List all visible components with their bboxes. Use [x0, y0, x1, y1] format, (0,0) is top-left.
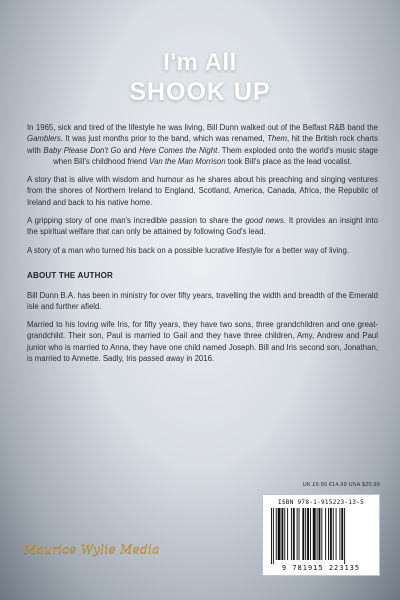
- barcode-bar: [278, 508, 281, 560]
- barcode-bar: [328, 508, 329, 560]
- blurb-paragraph-4: A story of a man who turned his back on a possible lucrative lifestyle for a better way of living.: [27, 245, 349, 255]
- barcode-bar: [341, 508, 343, 560]
- barcode: [269, 508, 373, 564]
- barcode-bar: [299, 508, 300, 560]
- about-paragraph-1: Bill Dunn B.A. has been in ministry for over fifty years, travelling the width and breadth of the Emerald isle and further afield.: [27, 290, 378, 311]
- barcode-bar: [317, 508, 318, 560]
- blurb-text: and: [120, 145, 140, 155]
- barcode-bar: [336, 508, 337, 560]
- artist-name: Van the Man Morrison: [149, 156, 226, 166]
- price-line: UK £9.99 €14.99 USA $20.99: [302, 482, 380, 488]
- blurb-paragraph-3: [27, 215, 378, 238]
- barcode-bar: [339, 508, 340, 560]
- barcode-bar: [330, 508, 332, 560]
- blurb-text: took Bill's place as the lead vocalist.: [225, 156, 352, 166]
- barcode-bar: [302, 508, 304, 560]
- blurb-text: . It provides an insight into the spiritual welfare that can only be attained by following God's lead.: [27, 216, 378, 237]
- band-name-them: Them: [267, 134, 288, 144]
- barcode-bar: [305, 508, 306, 560]
- barcode-bar: [307, 508, 309, 560]
- emphasis-good-news: good news: [245, 216, 284, 226]
- band-name-gamblers: Gamblers: [27, 134, 61, 144]
- blurb-text: , hit the British rock charts with: [27, 134, 378, 155]
- barcode-digits: 9 781915 223135: [281, 564, 361, 572]
- title-line-2: SHOOK UP: [129, 78, 271, 107]
- barcode-bar: [344, 508, 345, 564]
- barcode-bar: [297, 508, 298, 560]
- barcode-bar: [325, 508, 326, 560]
- title-line-1: I'm All: [163, 49, 237, 77]
- barcode-bar: [313, 508, 316, 560]
- blurb: [27, 122, 378, 371]
- barcode-bar: [271, 508, 272, 564]
- barcode-bar: [284, 508, 285, 560]
- blurb-paragraph-2: A story that is alive with wisdom and humour as he shares about his preaching and singing ventures from the shores of Northern Ireland to England, Scotland, America, Canada, Africa, the Republic of Ireland and back to his native home.: [27, 175, 378, 207]
- about-author-heading: ABOUT THE AUTHOR: [27, 270, 114, 280]
- barcode-bar: [281, 508, 283, 560]
- barcode-bar: [291, 508, 292, 560]
- publisher-name: Maurice Wylie Media: [24, 542, 160, 556]
- song-title-1: Baby Please Don't Go: [43, 145, 121, 155]
- about-paragraph-2: Married to his loving wife Iris, for fifty years, they have two sons, three grandchildren and one great-grandchild. Their son, Paul is married to Gail and they have three children, Amy, Andrew and Paul junior who is married to Anna, they have one child named Joseph. Bill and Iris second son, Jonathan, is married to Annette. Sadly, Iris passed away in 2016.: [27, 320, 378, 364]
- barcode-bar: [293, 508, 295, 560]
- blurb-text: . It was just months prior to the band, which was renamed,: [60, 134, 268, 144]
- blurb-text: . Them exploded onto the world's music stage when Bill's childhood friend: [53, 145, 378, 166]
- publisher-logo: [24, 542, 160, 556]
- barcode-bar: [333, 508, 334, 560]
- barcode-bar: [310, 508, 311, 560]
- barcode-bar: [276, 508, 277, 560]
- blurb-text: In 1965, sick and tired of the lifestyle he was living, Bill Dunn walked out of the Belfast R&B band the: [27, 123, 378, 132]
- blurb-paragraph-1: [27, 122, 378, 167]
- blurb-text: A gripping story of one man's incredible passion to share the: [27, 216, 246, 226]
- barcode-bar: [321, 508, 322, 560]
- song-title-2: Here Comes the Night: [139, 145, 218, 155]
- book-title: [0, 51, 400, 105]
- isbn-label: ISBN 978-1-915223-13-5: [277, 499, 365, 506]
- barcode-bar: [287, 508, 288, 560]
- barcode-bar: [273, 508, 274, 564]
- isbn-barcode-box: [262, 494, 380, 576]
- barcode-bar: [319, 508, 321, 560]
